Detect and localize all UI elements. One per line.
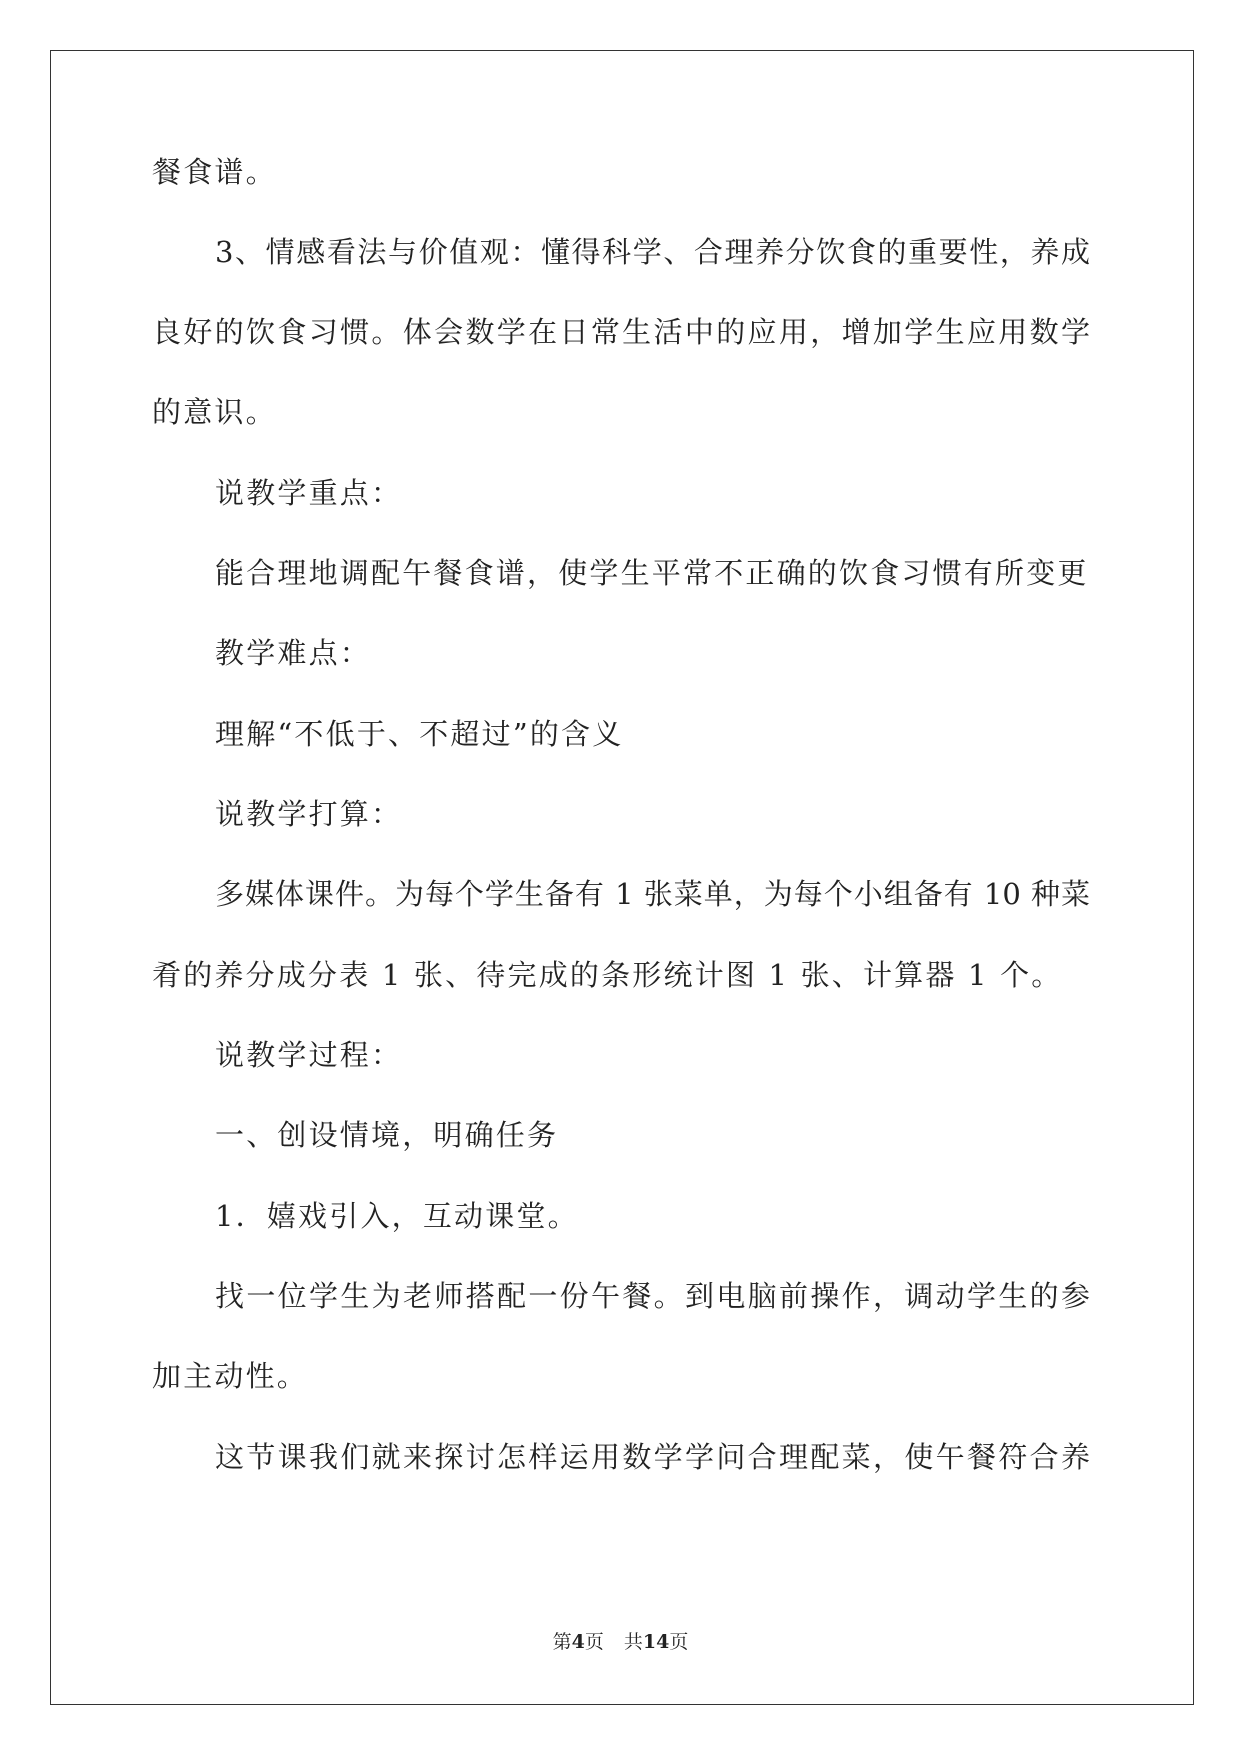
text-line-1: 餐食谱。 [152,155,277,189]
subsection-heading-1: 一、创设情境，明确任务 [215,1118,559,1152]
section-heading-key-points: 说教学重点： [215,476,403,510]
footer-page-prefix: 第 [552,1631,572,1653]
text-line-11: 肴的养分成分表 1 张、待完成的条形统计图 1 张、计算器 1 个。 [152,958,1063,992]
text-line-10: 多媒体课件。为每个学生备有 1 张菜单，为每个小组备有 10 种菜 [215,877,1090,911]
text-line-3: 良好的饮食习惯。体会数学在日常生活中的应用，增加学生应用数学 [152,315,1090,349]
text-line-6: 能合理地调配午餐食谱，使学生平常不正确的饮食习惯有所变更 [215,556,1089,590]
text-line-2: 3、情感看法与价值观：懂得科学、合理养分饮食的重要性，养成 [215,235,1090,269]
text-line-16: 加主动性。 [152,1359,309,1393]
footer-page-number: 4 [571,1631,585,1653]
section-heading-process: 说教学过程： [215,1038,403,1072]
footer-total-prefix: 共 [623,1631,643,1653]
footer-total-pages: 14 [642,1631,670,1653]
text-line-14: 1．嬉戏引入，互动课堂。 [215,1199,579,1233]
text-line-4: 的意识。 [152,395,277,429]
text-line-8: 理解“不低于、不超过”的含义 [215,717,624,751]
section-heading-difficulty: 教学难点： [215,636,372,670]
footer-total-suffix: 页 [669,1631,689,1653]
text-line-17: 这节课我们就来探讨怎样运用数学学问合理配菜，使午餐符合养 [215,1440,1090,1474]
text-line-15: 找一位学生为老师搭配一份午餐。到电脑前操作，调动学生的参 [215,1279,1090,1313]
section-heading-preparation: 说教学打算： [215,797,403,831]
page-footer [0,1629,1241,1655]
footer-page-suffix: 页 [584,1631,604,1653]
